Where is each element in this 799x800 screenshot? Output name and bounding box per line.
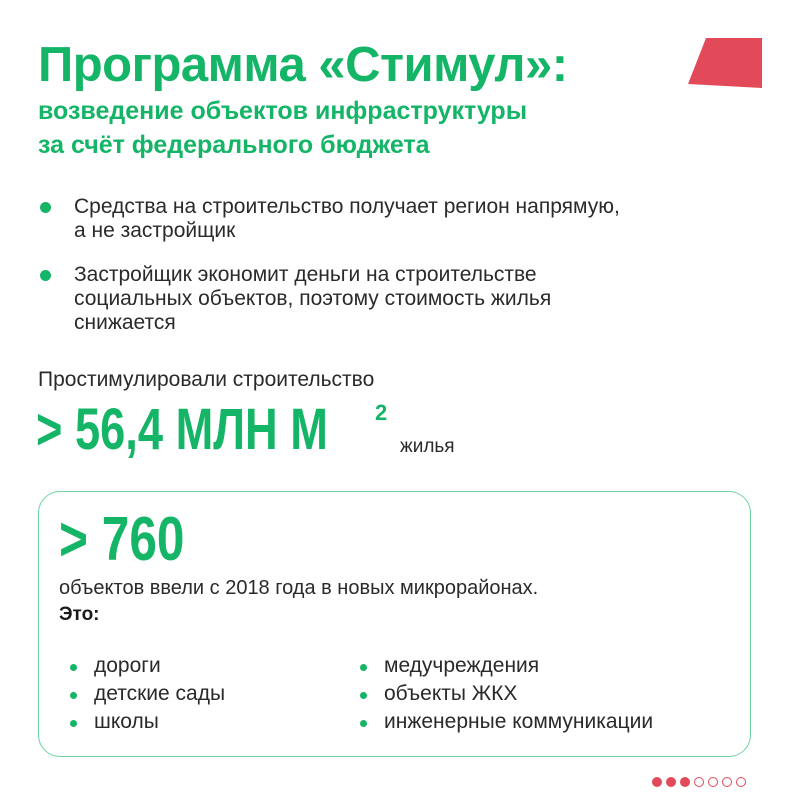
list-item (67, 652, 225, 680)
page-title: Программа «Стимул»: (38, 38, 568, 92)
key-points-list (40, 195, 760, 355)
list-item-text: инженерные коммуникации (384, 710, 654, 733)
list-item-text: Средства на строительство получает регион напрямую, а не застройщик (74, 195, 620, 242)
bullet-dot-icon (360, 692, 367, 699)
objects-lead: Это: (59, 604, 100, 625)
bullet-dot-icon (70, 664, 77, 671)
bullet-dot-icon (70, 692, 77, 699)
pager-dot[interactable] (708, 777, 718, 787)
list-item-text: объекты ЖКХ (384, 682, 518, 705)
objects-count: > 760 (59, 505, 185, 574)
stimulated-label: Простимулировали строительство (38, 368, 375, 391)
brand-flag-icon (688, 38, 762, 88)
list-item (40, 263, 760, 335)
pager-dot[interactable] (666, 777, 676, 787)
pager-dot[interactable] (736, 777, 746, 787)
pager-dot[interactable] (652, 777, 662, 787)
list-item-text: школы (94, 710, 159, 733)
list-item-text: детские сады (94, 682, 226, 705)
list-item (67, 680, 225, 708)
bullet-dot-icon (40, 202, 51, 213)
objects-card (38, 491, 751, 757)
list-item (67, 708, 225, 736)
list-item (357, 680, 653, 708)
bullet-dot-icon (360, 664, 367, 671)
objects-list-left (67, 652, 225, 736)
list-item-text: Застройщик экономит деньги на строительстве социальных объектов, поэтому стоимость жилья снижается (74, 263, 552, 334)
page-subtitle (38, 94, 527, 162)
bullet-dot-icon (360, 720, 367, 727)
bullet-dot-icon (70, 720, 77, 727)
bullet-dot-icon (40, 270, 51, 281)
housing-unit: жилья (400, 436, 455, 457)
list-item (40, 195, 760, 243)
pager-dot[interactable] (694, 777, 704, 787)
subtitle-line-2: за счёт федерального бюджета (38, 131, 430, 159)
objects-description: объектов ввели с 2018 года в новых микрорайонах. (59, 577, 539, 599)
housing-superscript: 2 (375, 400, 388, 425)
pager-dot[interactable] (722, 777, 732, 787)
subtitle-line-1: возведение объектов инфраструктуры (38, 97, 528, 125)
carousel-pager (652, 777, 746, 787)
list-item (357, 708, 653, 736)
pager-dot[interactable] (680, 777, 690, 787)
objects-list-right (357, 652, 653, 736)
housing-stat (36, 396, 455, 466)
list-item-text: медучреждения (384, 654, 540, 677)
list-item (357, 652, 653, 680)
housing-value: > 56,4 МЛН М (36, 397, 328, 462)
list-item-text: дороги (94, 654, 161, 677)
